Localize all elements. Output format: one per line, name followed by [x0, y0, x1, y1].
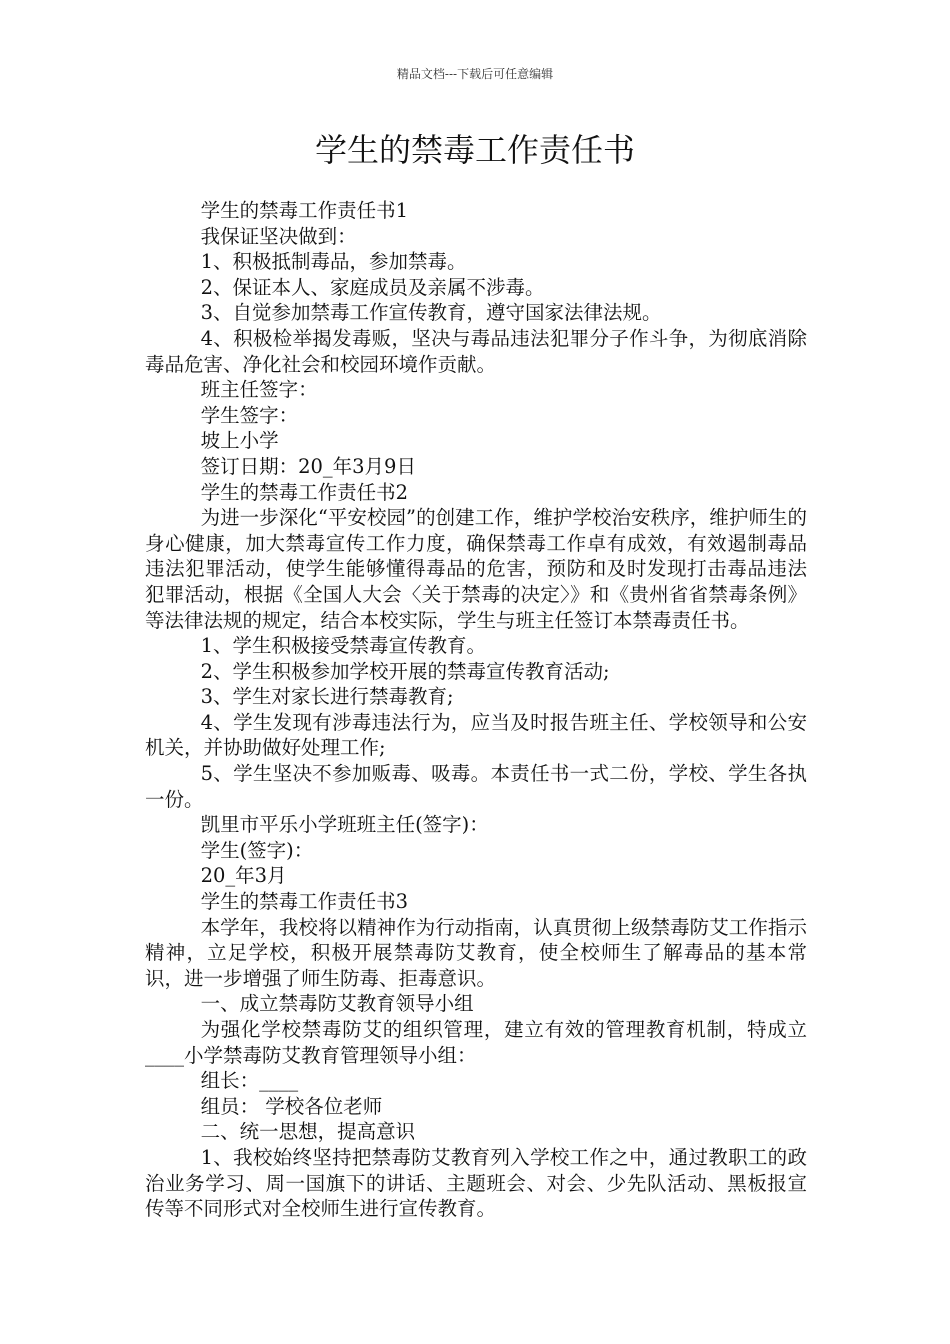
- paragraph: 为强化学校禁毒防艾的组织管理，建立有效的管理教育机制，特成立____小学禁毒防艾教育管理领导小组：: [145, 1018, 807, 1067]
- document-body: [145, 198, 807, 1222]
- paragraph: 1、我校始终坚持把禁毒防艾教育列入学校工作之中，通过教职工的政治业务学习、周一国旗下的讲话、主题班会、对会、少先队活动、黑板报宣传等不同形式对全校师生进行宣传教育。: [145, 1145, 807, 1221]
- paragraph: 凯里市平乐小学班班主任(签字)：: [200, 813, 489, 837]
- paragraph: 一、成立禁毒防艾教育领导小组: [200, 992, 474, 1016]
- paragraph: 班主任签字：: [200, 378, 318, 402]
- document-title: 学生的禁毒工作责任书: [314, 131, 635, 169]
- paragraph: 学生的禁毒工作责任书1: [200, 199, 408, 222]
- paragraph: 5、学生坚决不参加贩毒、吸毒。本责任书一式二份，学校、学生各执一份。: [145, 762, 807, 811]
- paragraph: 为进一步深化“平安校园”的创建工作，维护学校治安秩序，维护师生的身心健康，加大禁毒宣传工作力度，确保禁毒工作卓有成效，有效遏制毒品违法犯罪活动，使学生能够懂得毒品的危害，预防和及时发现打击毒品违法犯罪活动，根据《全国人大会〈关于禁毒的决定〉》和《贵州省省禁毒条例》等法律法规的规定，结合本校实际，学生与班主任签订本禁毒责任书。: [145, 506, 807, 632]
- paragraph: 组长：____: [200, 1069, 299, 1093]
- paragraph: 3、自觉参加禁毒工作宣传教育，遵守国家法律法规。: [200, 301, 662, 325]
- paragraph: 1、学生积极接受禁毒宣传教育。: [200, 634, 486, 658]
- paragraph: 3、学生对家长进行禁毒教育;: [200, 685, 454, 709]
- paragraph: 20_年3月: [200, 864, 287, 888]
- paragraph: 4、积极检举揭发毒贩，坚决与毒品违法犯罪分子作斗争，为彻底消除毒品危害、净化社会和校园环境作贡献。: [145, 326, 807, 376]
- paragraph: 组员： 学校各位老师: [200, 1094, 383, 1118]
- paragraph: 学生的禁毒工作责任书3: [200, 890, 408, 914]
- paragraph: 2、学生积极参加学校开展的禁毒宣传教育活动;: [200, 659, 610, 683]
- paragraph: 1、积极抵制毒品，参加禁毒。: [200, 250, 467, 274]
- paragraph: 坡上小学: [200, 429, 279, 453]
- paragraph: 4、学生发现有涉毒违法行为，应当及时报告班主任、学校领导和公安机关，并协助做好处理工作;: [145, 710, 807, 760]
- page-header: 精品文档---下载后可任意编辑: [396, 67, 554, 81]
- paragraph: 签订日期：20_年3月9日: [200, 454, 416, 478]
- paragraph: 二、统一思想，提高意识: [200, 1120, 416, 1144]
- paragraph: 学生签字：: [200, 403, 299, 427]
- paragraph: 2、保证本人、家庭成员及亲属不涉毒。: [200, 275, 545, 299]
- paragraph: 我保证坚决做到：: [200, 224, 357, 248]
- paragraph: 学生的禁毒工作责任书2: [200, 480, 408, 504]
- paragraph: 学生(签字)：: [200, 838, 314, 862]
- paragraph: 本学年，我校将以精神作为行动指南，认真贯彻上级禁毒防艾工作指示精神，立足学校，积极开展禁毒防艾教育，使全校师生了解毒品的基本常识，进一步增强了师生防毒、拒毒意识。: [145, 915, 807, 990]
